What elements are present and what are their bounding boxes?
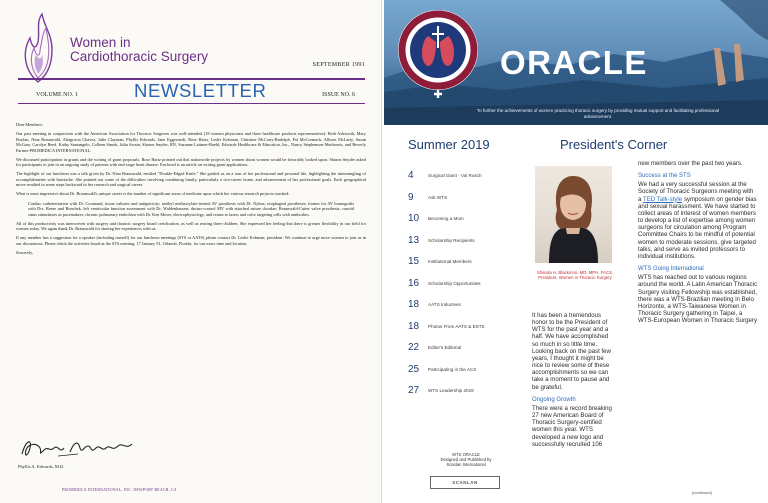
portrait-icon: [535, 166, 612, 263]
message-paragraph: There were a record breaking 27 new American Board of Thoracic Surgery-certified women this year. WTS developed a new logo and successfully recruited 106: [532, 404, 612, 448]
toc-title: Institutional Members: [428, 259, 472, 264]
letter-paragraph: What is most impressive about Dr. Braunwald's unique career is the number of significant areas of medicine upon which her various research projects touched:: [16, 191, 290, 197]
cover-hero-banner: [384, 0, 768, 125]
toc-page-number: 27: [408, 385, 420, 396]
newsletter-footer: PROMEDICA INTERNATIONAL, INC. NEWPORT BEACH, CA: [62, 488, 177, 492]
masthead-bottom-divider: [18, 103, 365, 104]
toc-title: Becoming a Mom: [428, 216, 464, 221]
toc-item: [408, 192, 532, 214]
toc-item: [408, 364, 532, 386]
toc-item: [408, 321, 532, 343]
message-paragraph: It has been a tremendous honor to be the President of WTS for the past year and a half. We have accomplished so much in so little time. Looking back on the past few years, I thought it might be nice to review some of these accomplishments so we can take a moment to pause and be grateful.: [532, 312, 611, 391]
newsletter-title: NEWSLETTER: [134, 80, 267, 101]
newsletter-page-1991: [0, 0, 382, 503]
toc-item: [408, 213, 532, 235]
section-subheading: Ongoing Growth: [532, 396, 576, 403]
toc-item: [408, 278, 532, 300]
portrait-caption: Shanda H. Blackmon, MD, MPH, FACS, President, Women in Thoracic Surgery: [536, 270, 614, 281]
presidents-corner-heading: President's Corner: [560, 137, 668, 152]
section-subheading: Success at the STS: [638, 173, 691, 180]
masthead-org-line-1: Women in: [70, 35, 131, 50]
toc-page-number: 4: [408, 170, 414, 181]
issue-date: SEPTEMBER 1991: [312, 62, 365, 68]
toc-title: Photos From AATS & ESTS: [428, 323, 485, 329]
oracle-masthead: ORACLE: [500, 44, 648, 81]
scanlan-logo: SCANLAN: [430, 476, 500, 489]
handwritten-signature: [18, 434, 138, 462]
toc-page-number: 22: [408, 342, 420, 353]
president-portrait: [535, 166, 612, 263]
toc-title: Ask WTS: [428, 194, 448, 200]
toc-page-number: 15: [408, 256, 420, 267]
president-letter: [16, 122, 366, 259]
continued-marker: (continued): [692, 490, 713, 495]
letter-salutation: Dear Members:: [16, 122, 43, 127]
season-heading: Summer 2019: [408, 137, 490, 152]
masthead-organization: [70, 36, 270, 64]
message-text: We had a very successful session at the Society of Thoracic Surgeons meeting with a: [638, 181, 754, 203]
wts-emblem-logo: [394, 6, 482, 98]
letter-paragraph: Our past meeting in conjunction with the American Association for Thoracic Surgeons was well-attended (18 women physicians and three healthcare products representatives): Beth Ashworth, Mary Boylan, Nina Braunwald, Altagracia Chavez, Julie Clayman, Phyllis Edwards, Jane Eggerstedt, Rose Hartz, Leslie Kohman, Christine McCarty-Rudolph, Pat McCormack, Allison McLarty, Susan McGary, Carolyn Reed, Kathy Santangelo, Colleen Simek, Julia Swain, Sharon Snyder, RN, Suzanne Latimer-Buehl, Edwards Healthcare & Education, Inc., Nancy Stephenson-Medtronic, and Beverly Partner-PROMEDICA INTERNATIONAL.: [16, 131, 366, 153]
presidents-message-column-2: [638, 160, 758, 330]
volume-number: VOLUME NO. 1: [36, 92, 78, 98]
toc-item: [408, 235, 532, 257]
message-text: symposium on gender bias and sexual harassment. We have started to collect areas of interest of women members to develop a list of expertise among women surgeons for circulation among Program Committee Chairs to be mindful of potential women to moderate sessions, give targeted talks, and serve as invited professors to individual institutions.: [638, 195, 757, 260]
toc-title: WTS Leadership 2019: [428, 388, 474, 393]
mission-tagline: To further the achievements of women practicing thoracic surgery by providing mutual support and facilitating professional advancement.: [476, 108, 720, 119]
letter-paragraph: We discussed participation in grants and the writing of grant proposals. Rose Hartz pointed out that nationwide projects by women about women would be favorably looked upon. Sharon Snyder asked for participants to join in an ongoing study of patients with end-stage heart disease. Enclosed is an article on writing grant applications.: [16, 156, 366, 168]
table-of-contents: [408, 170, 532, 407]
issue-number: ISSUE NO. 6: [322, 92, 355, 98]
toc-title: Scholarship Opportunities: [428, 280, 481, 286]
toc-item: [408, 342, 532, 364]
publication-credit: [412, 452, 520, 468]
letter-closing: Sincerely,: [16, 249, 34, 255]
toc-item: [408, 256, 532, 278]
toc-title: Scholarship Recipients: [428, 237, 475, 243]
credit-line: Scanlan International: [446, 462, 486, 468]
toc-item: [408, 385, 532, 407]
signer-name: Phyllis A. Edwards, M.D.: [18, 464, 65, 469]
toc-page-number: 10: [408, 213, 420, 224]
toc-item: [408, 170, 532, 192]
oracle-page-2019: [384, 0, 768, 503]
message-paragraph: new members over the past two years.: [638, 160, 743, 167]
letter-paragraph: If any member has a suggestion for a speaker (including oneself) for our luncheon meetings (STS or AATS) please contact Dr. Leslie Kohman, president. We continue to urge more women to join us in our discussions. Please check the activities board at the STS meeting, 17 January 91, Orlando, Florida, for our exact time and location.: [16, 235, 366, 246]
toc-page-number: 18: [408, 299, 420, 310]
masthead-org-line-2: Cardiothoracic Surgery: [70, 49, 209, 64]
letter-indented-paragraph: Cardiac catheterization with Dr. Cournand, tissue cultures and antigenicity; methyl methacrylate-treated AV prosthesis with Dr. Nyhus; esophageal prostheses; frames for AV homografts with Drs. Reese and Bonchek, left ventricular function assessment with Dr. Waldenhausen; ductus-control MV with attached suture chordae; Braunwald-Cutter valve prosthesis; carotid sinus stimulators as pacemakers; chronic pulmonary embolism with Dr. Ken Moser, electrophysiology, and return to lasers and color targeting cells with antibodies.: [28, 200, 354, 217]
toc-title: Surgical Giant - Val Rusch: [428, 173, 482, 178]
toc-title: Participating in the ACS: [428, 366, 477, 372]
message-paragraph: [638, 181, 758, 260]
toc-page-number: 18: [408, 320, 420, 332]
message-paragraph: WTS has reached out to various regions around the world. A Latin American Thoracic Surgery visiting Fellowship was established, there was a WTS-Brazilian meeting in Belo Horizonte, a WTS-Taiwanese Women in Thoracic Surgery gathering in Taipei, a WTS-European Women in Thoracic Surgery: [638, 274, 758, 325]
section-subheading: WTS Going International: [638, 266, 704, 273]
toc-page-number: 25: [408, 363, 420, 375]
toc-page-number: 13: [408, 234, 420, 246]
letter-paragraph: The highlight of our luncheon was a talk given by Dr. Nina Braunwald, entitled "Double-Edged Knife." She guided us on a tour of her professional and personal life, highlighting the intermingling of accomplishments with heartache. She pointed out some of the difficulties involving combining family, particularly a two-career home, and advancement of her professional goals. Each geographical move resulted in some steps backward in her research and surgical career.: [16, 171, 366, 188]
toc-page-number: 16: [408, 277, 420, 289]
credit-line: Designed and Published by: [440, 457, 492, 463]
toc-title: AATS Inductees: [428, 302, 461, 307]
toc-item: [408, 299, 532, 321]
letter-paragraph: All of this productivity was interwoven with surgery and thoracic surgery board certification, as well as rearing three children. She expressed her feeling that there is greater flexibility in our field for women today. We again thank Dr. Braunwald for sharing her experiences with us.: [16, 220, 366, 232]
toc-title: Editor's Editorial: [428, 345, 462, 350]
flame-logo-icon: [18, 12, 58, 84]
toc-page-number: 9: [408, 191, 414, 203]
presidents-message-column-1: [532, 312, 616, 454]
credit-line: WTS ORACLE: [452, 452, 480, 457]
ted-talk-link[interactable]: TED Talk-style: [642, 195, 683, 203]
